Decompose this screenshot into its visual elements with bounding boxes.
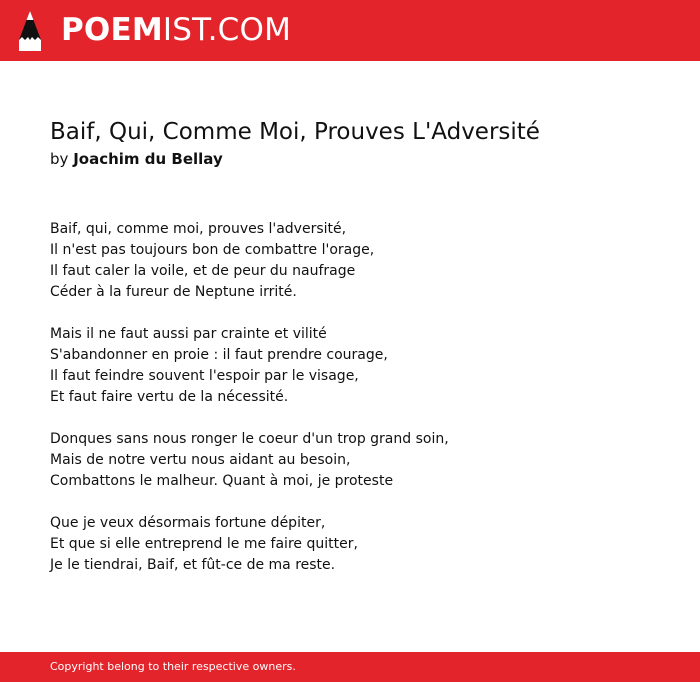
- logo-text-bold: POEM: [61, 12, 163, 48]
- stanza: [50, 219, 670, 303]
- poem-line: Combattons le malheur. Quant à moi, je proteste: [50, 473, 394, 489]
- pencil-tip-icon[interactable]: [18, 10, 42, 52]
- poem-line: Je le tiendrai, Baif, et fût-ce de ma reste.: [50, 557, 336, 573]
- stanza: [50, 429, 670, 492]
- site-header: [0, 0, 700, 61]
- poem-line: Baif, qui, comme moi, prouves l'adversité,: [50, 221, 347, 237]
- stanza: [50, 513, 670, 576]
- poem-line: Mais de notre vertu nous aidant au besoin,: [50, 452, 351, 468]
- copyright-notice: Copyright belong to their respective owners.: [50, 660, 296, 673]
- poem-line: Il faut feindre souvent l'espoir par le visage,: [50, 368, 359, 384]
- poem-line: Il faut caler la voile, et de peur du naufrage: [50, 263, 356, 279]
- poem-line: Et faut faire vertu de la nécessité.: [50, 389, 289, 405]
- site-logo[interactable]: [61, 12, 291, 48]
- stanza: [50, 324, 670, 408]
- poem-line: Il n'est pas toujours bon de combattre l'orage,: [50, 242, 375, 258]
- site-footer: [0, 652, 700, 682]
- logo-text-light: IST.COM: [162, 12, 292, 48]
- poem-line: Mais il ne faut aussi par crainte et vilité: [50, 326, 327, 342]
- poem-body: [50, 219, 670, 597]
- poem-byline: [50, 148, 223, 170]
- author-name[interactable]: Joachim du Bellay: [73, 150, 223, 168]
- poem-title: Baif, Qui, Comme Moi, Prouves L'Adversité: [50, 119, 540, 145]
- poem-line: Céder à la fureur de Neptune irrité.: [50, 284, 297, 300]
- poem-line: Donques sans nous ronger le coeur d'un trop grand soin,: [50, 431, 449, 447]
- poem-line: S'abandonner en proie : il faut prendre courage,: [50, 347, 388, 363]
- by-label: by: [50, 150, 69, 168]
- poem-line: Que je veux désormais fortune dépiter,: [50, 515, 326, 531]
- poem-line: Et que si elle entreprend le me faire quitter,: [50, 536, 358, 552]
